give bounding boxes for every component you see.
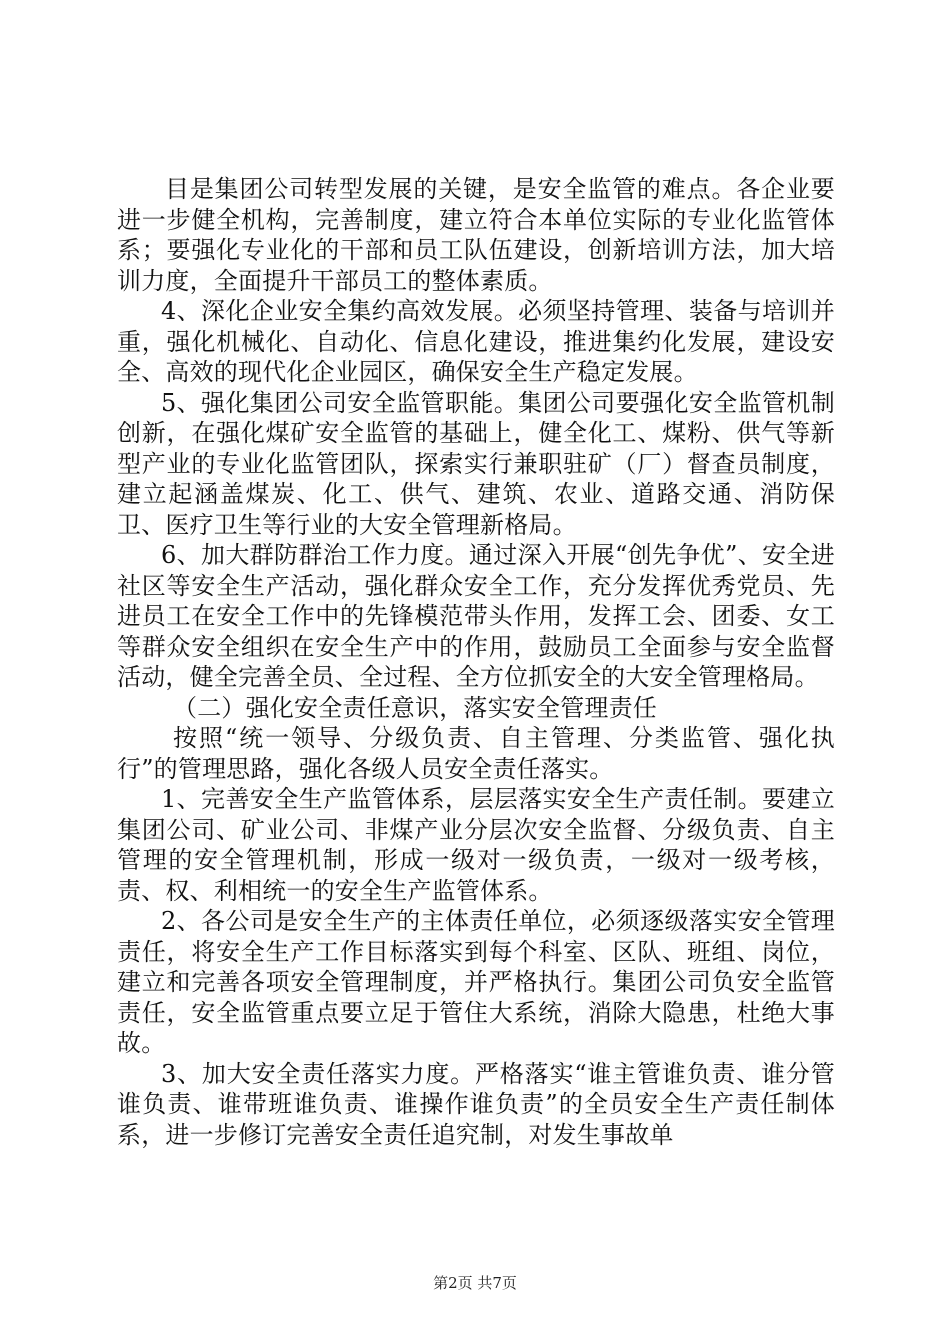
paragraph-item-5: 5、强化集团公司安全监管职能。集团公司要强化安全监管机制创新，在强化煤矿安全监管的基础上，健全化工、煤粉、供气等新型产业的专业化监管团队，探索实行兼职驻矿（厂）督查员制度，建立起涵盖煤炭、化工、供气、建筑、农业、道路交通、消防保卫、医疗卫生等行业的大安全管理新格局。 [117,388,835,539]
paragraph-item-1: 1、完善安全生产监管体系，层层落实安全生产责任制。要建立集团公司、矿业公司、非煤产业分层次安全监督、分级负责、自主管理的安全管理机制，形成一级对一级负责，一级对一级考核，责、权、利相统一的安全生产监管体系。 [117,785,835,905]
paragraph-item-2: 2、各公司是安全生产的主体责任单位，必须逐级落实安全管理责任，将安全生产工作目标落实到每个科室、区队、班组、岗位，建立和完善各项安全管理制度，并严格执行。集团公司负安全监管责任，安全监管重点要立足于管住大系统，消除大隐患，杜绝大事故。 [117,907,835,1057]
paragraph-1: 目是集团公司转型发展的关键，是安全监管的难点。各企业要进一步健全机构，完善制度，建立符合本单位实际的专业化监管体系；要强化专业化的干部和员工队伍建设，创新培训方法，加大培训力度，全面提升干部员工的整体素质。 [117,175,835,295]
document-body [117,174,835,1150]
paragraph-item-6: 6、加大群防群治工作力度。通过深入开展“创先争优”、安全进社区等安全生产活动，强化群众安全工作，充分发挥优秀党员、先进员工在安全工作中的先锋模范带头作用，发挥工会、团委、女工等群众安全组织在安全生产中的作用，鼓励员工全面参与安全监督活动，健全完善全员、全过程、全方位抓安全的大安全管理格局。 [117,541,835,691]
section-heading-2: （二）强化安全责任意识，落实安全管理责任 [173,693,657,722]
paragraph-intro: 按照“统一领导、分级负责、自主管理、分类监管、强化执行”的管理思路，强化各级人员安全责任落实。 [117,724,835,783]
page-footer: 第2页 共7页 [433,1274,517,1292]
paragraph-item-3: 3、加大安全责任落实力度。严格落实“谁主管谁负责、谁分管谁负责、谁带班谁负责、谁操作谁负责”的全员安全生产责任制体系，进一步修订完善安全责任追究制，对发生事故单 [117,1059,835,1149]
paragraph-item-4: 4、深化企业安全集约高效发展。必须坚持管理、装备与培训并重，强化机械化、自动化、信息化建设，推进集约化发展，建设安全、高效的现代化企业园区，确保安全生产稳定发展。 [117,297,835,386]
